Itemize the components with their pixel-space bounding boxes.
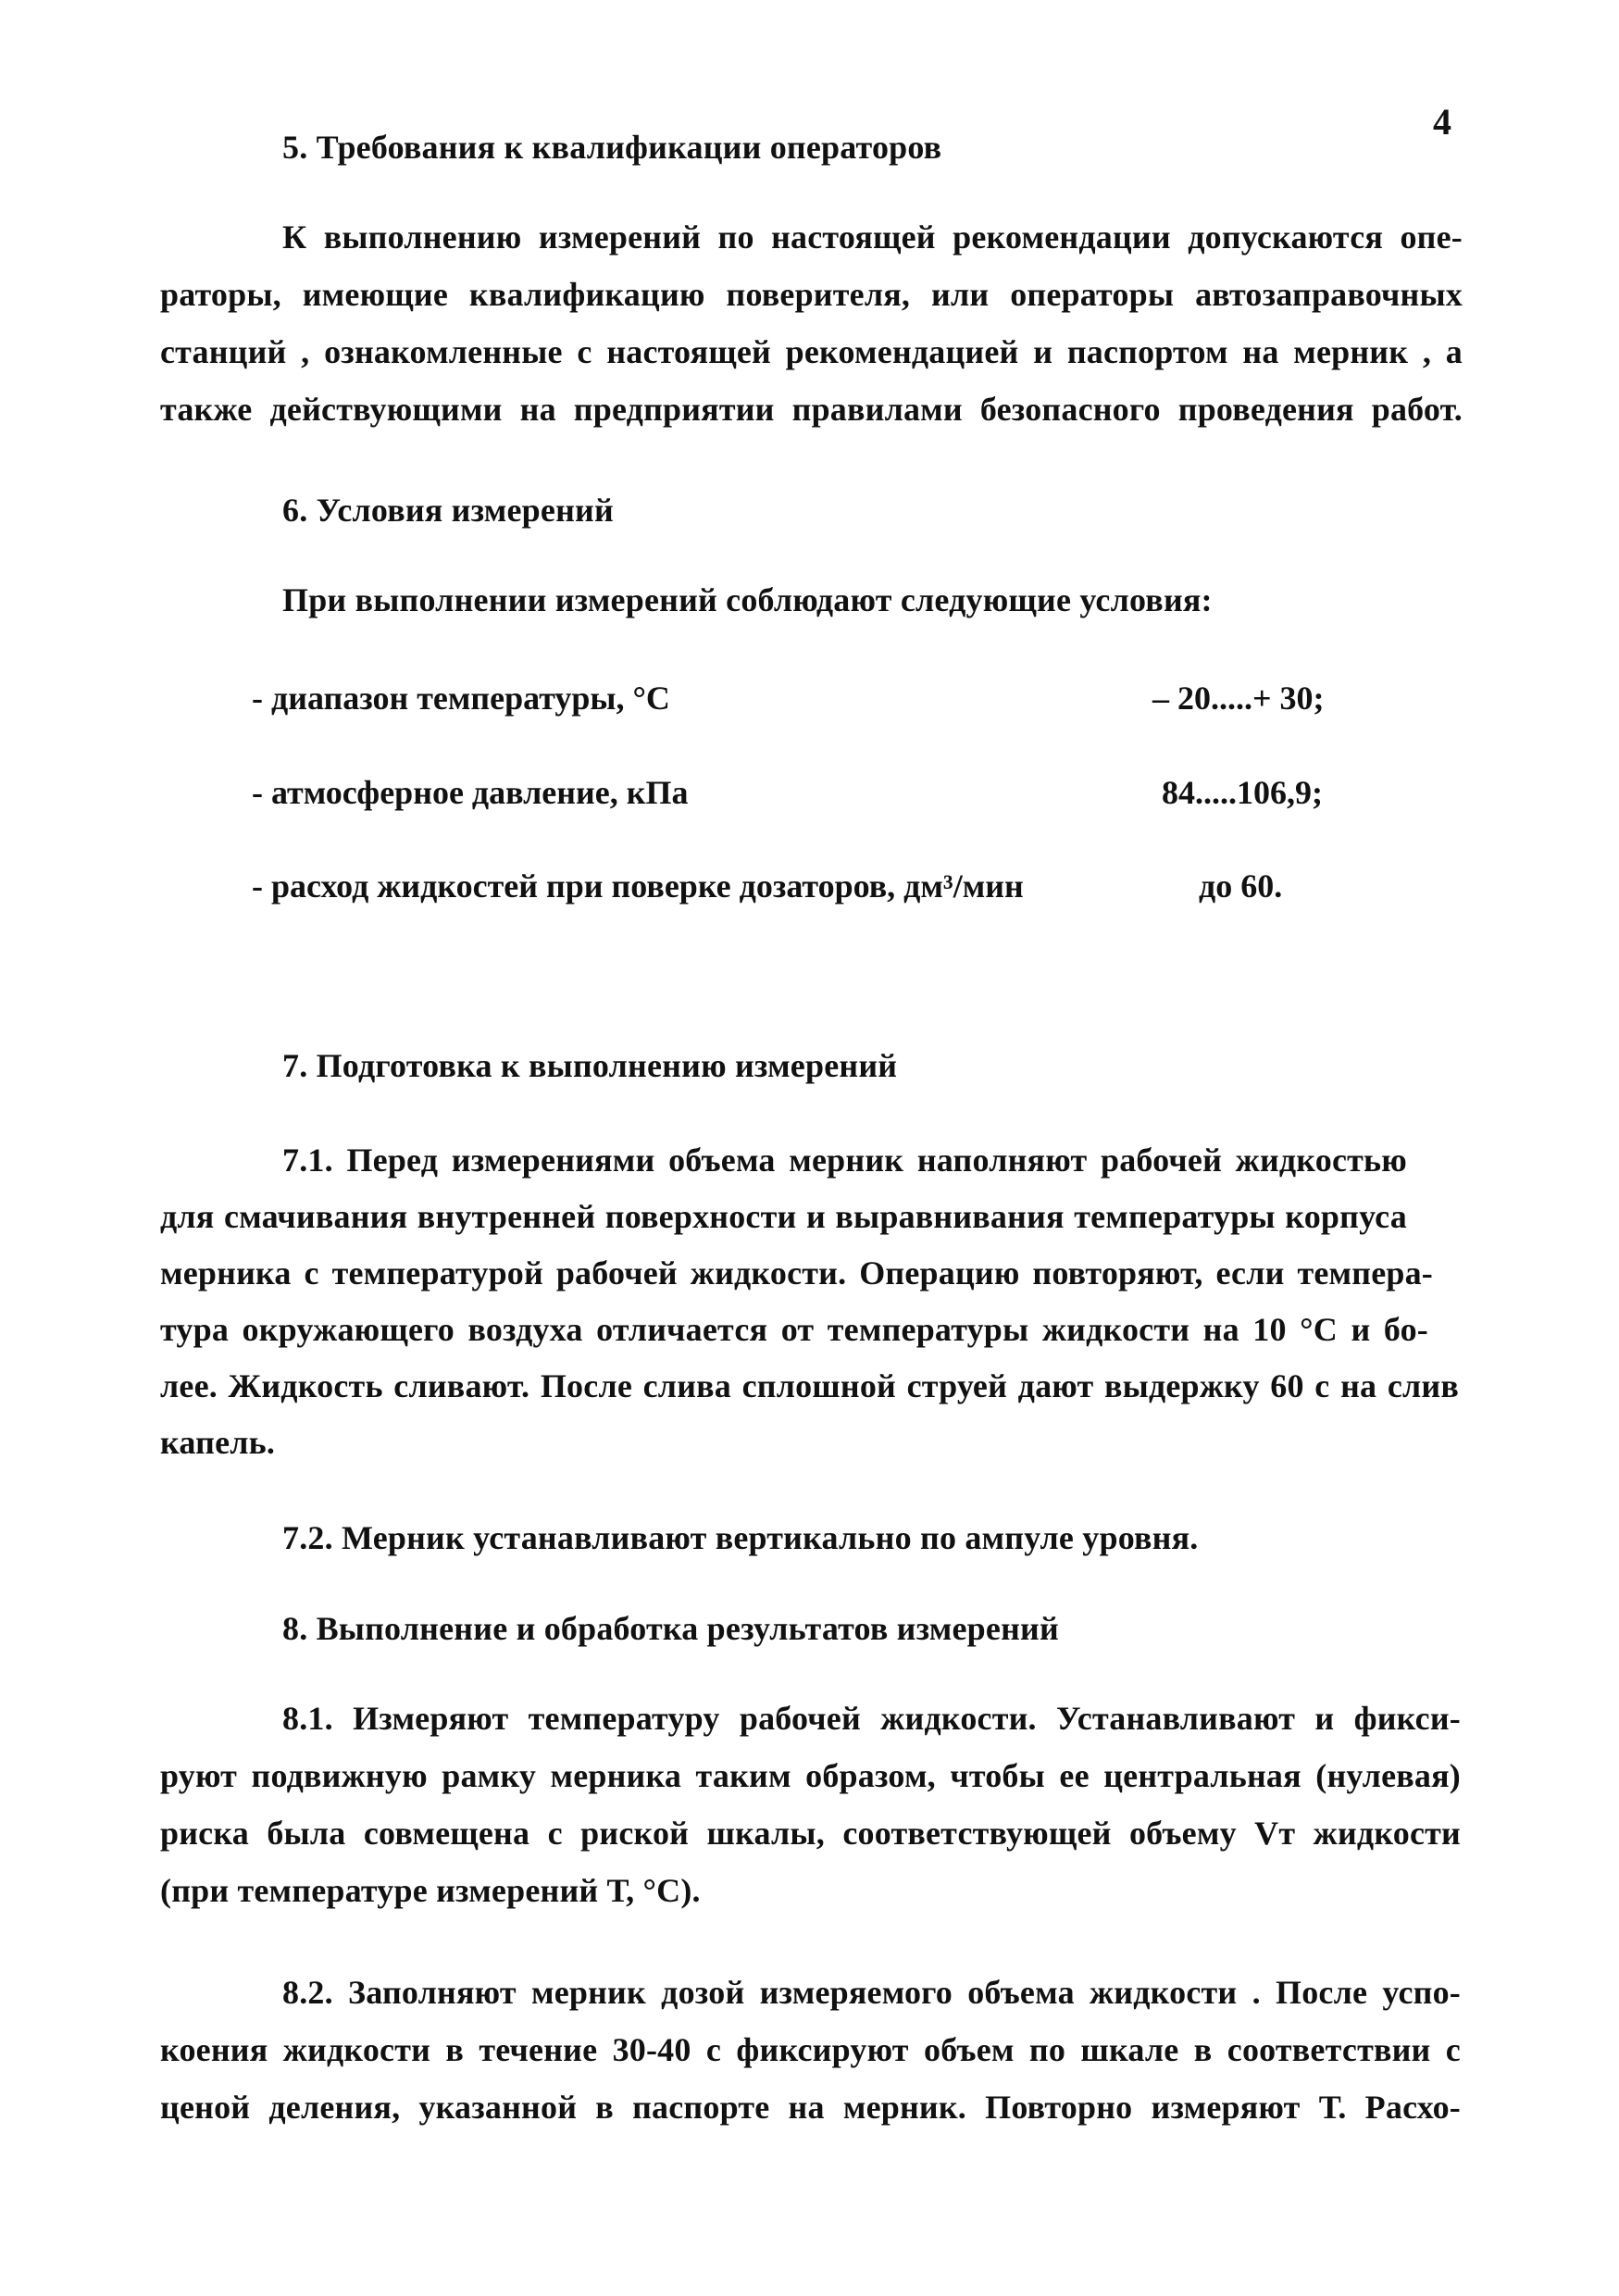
section-8-heading: 8. Выполнение и обработка результатов измерений [282,1610,1059,1647]
page-number: 4 [1433,101,1451,143]
section-5-line-3: станций , ознакомленные с настоящей рекомендацией и паспортом на мерник , а [160,333,1463,370]
condition-value-temperature: – 20.....+ 30; [1152,680,1325,717]
section-8-2-line-3: ценой деления, указанной в паспорте на мерник. Повторно измеряют Т. Расхо- [160,2089,1461,2126]
condition-label-flow: - расход жидкостей при поверке дозаторов, дм³/мин [252,867,1024,905]
section-7-1-line-1: 7.1. Перед измерениями объема мерник наполняют рабочей жидкостью [282,1142,1407,1179]
condition-value-flow: до 60. [1199,867,1283,905]
section-7-2: 7.2. Мерник устанавливают вертикально по ампуле уровня. [282,1519,1199,1556]
section-8-1-line-1: 8.1. Измеряют температуру рабочей жидкости. Устанавливают и фикси- [282,1700,1461,1737]
section-8-2-line-1: 8.2. Заполняют мерник дозой измеряемого объема жидкости . После успо- [282,1974,1461,2011]
section-7-1-line-4: тура окружающего воздуха отличается от температуры жидкости на 10 °С и бо- [160,1311,1428,1348]
section-7-1-line-5: лее. Жидкость сливают. После слива сплошной струей дают выдержку 60 с на слив [160,1367,1459,1404]
section-6-intro: При выполнении измерений соблюдают следующие условия: [282,581,1213,618]
section-7-1-line-3: мерника с температурой рабочей жидкости. Операцию повторяют, если темпера- [160,1254,1433,1292]
section-6-heading: 6. Условия измерений [282,492,614,529]
section-8-1-line-3: риска была совмещена с риской шкалы, соответствующей объему Vт жидкости [160,1815,1461,1852]
section-5-line-2: раторы, имеющие квалификацию поверителя, или операторы автозаправочных [160,276,1463,313]
section-7-1-line-2: для смачивания внутренней поверхности и выравнивания температуры корпуса [160,1198,1407,1235]
condition-label-pressure: - атмосферное давление, кПа [252,774,689,811]
section-7-heading: 7. Подготовка к выполнению измерений [282,1047,898,1084]
section-5-line-4: также действующими на предприятии правилами безопасного проведения работ. [160,391,1463,428]
section-8-1-line-2: руют подвижную рамку мерника таким образом, чтобы ее центральная (нулевая) [160,1757,1461,1794]
section-5-line-1: К выполнению измерений по настоящей рекомендации допускаются опе- [282,218,1463,256]
section-8-1-line-4: (при температуре измерений Т, °С). [160,1872,701,1909]
section-8-2-line-2: коения жидкости в течение 30-40 с фиксируют объем по шкале в соответствии с [160,2031,1461,2068]
section-7-1-line-6: капель. [160,1424,276,1461]
condition-label-temperature: - диапазон температуры, °С [252,680,670,717]
section-5-heading: 5. Требования к квалификации операторов [282,129,942,166]
condition-value-pressure: 84.....106,9; [1162,774,1323,811]
